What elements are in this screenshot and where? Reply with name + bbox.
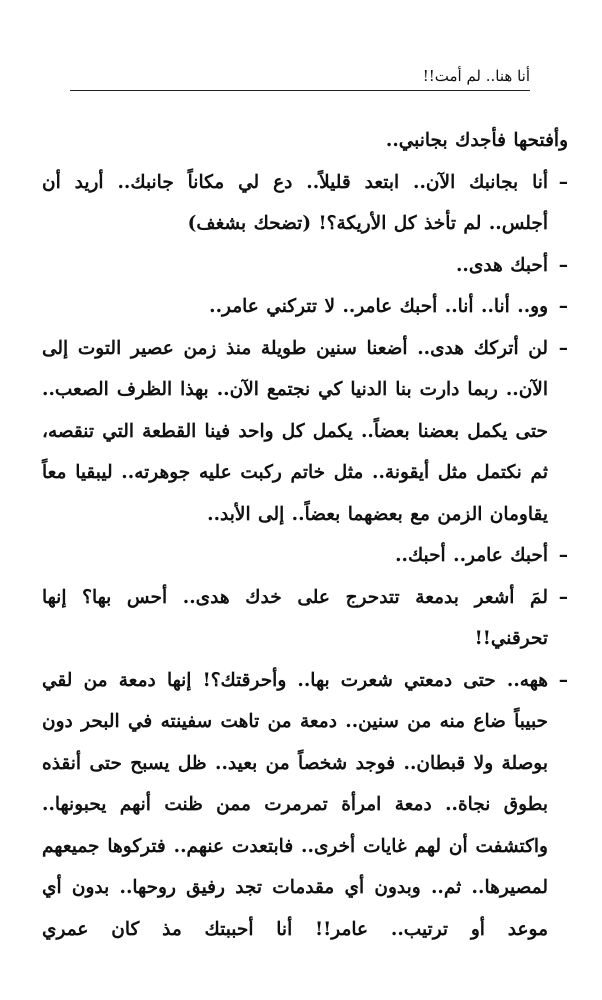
dialogue-line: – لمَ أشعر بدمعة تتدحرج على خدك هدى.. أحس بها؟ إنها تحرقني!! <box>42 577 568 660</box>
paragraph-narration: وأفتحها فأجدك بجانبي.. <box>385 130 568 151</box>
dialogue-line: – أحبك عامر.. أحبك.. <box>42 535 568 577</box>
dialogue-line: – أحبك هدى.. <box>42 245 568 287</box>
dialogue-line: – أنا بجانبك الآن.. ابتعد قليلاً.. دع لي مكاناً جانبك.. أريد أن أجلس.. لم تأخذ كل الأريكة؟! (تضحك بشغف) <box>42 162 568 245</box>
dialogue-line: – ههه.. حتى دمعتي شعرت بها.. وأحرقتك؟! إنها دمعة من لقي حبيباً ضاع منه من سنين.. دمعة من تاهت سفينته في البحر دون بوصلة ولا قبطان.. فوجد شخصاً من بعيد.. ظل يسبح حتى أنقذه بطوق نجاة.. دمعة امرأة تمرمرت ممن ظنت أنهم يحبونها.. واكتشفت أن لهم غايات أخرى.. فابتعدت عنهم.. فتركوها جميعهم لمصيرها.. ثم.. وبدون أي مقدمات تجد رفيق روحها.. بدون أي موعد أو ترتيب.. عامر!! أنا أحببتك مذ كان عمري <box>42 660 568 951</box>
dialogue-line: – لن أتركك هدى.. أضعنا سنين طويلة منذ زمن عصير التوت إلى الآن.. ربما دارت بنا الدنيا كي نجتمع الآن.. بهذا الظرف الصعب.. حتى يكمل بعضنا بعضاً.. يكمل كل واحد فينا القطعة التي تنقصه، ثم نكتمل مثل أيقونة.. مثل خاتم ركبت عليه جوهرته.. ليبقيا معاً يقاومان الزمن مع بعضهما بعضاً.. إلى الأبد.. <box>42 328 568 536</box>
running-header: أنا هنا.. لم أمت!! <box>70 64 530 91</box>
dialogue-line: – وو.. أنا.. أنا.. أحبك عامر.. لا تتركني عامر.. <box>42 286 568 328</box>
body-text <box>42 120 568 950</box>
